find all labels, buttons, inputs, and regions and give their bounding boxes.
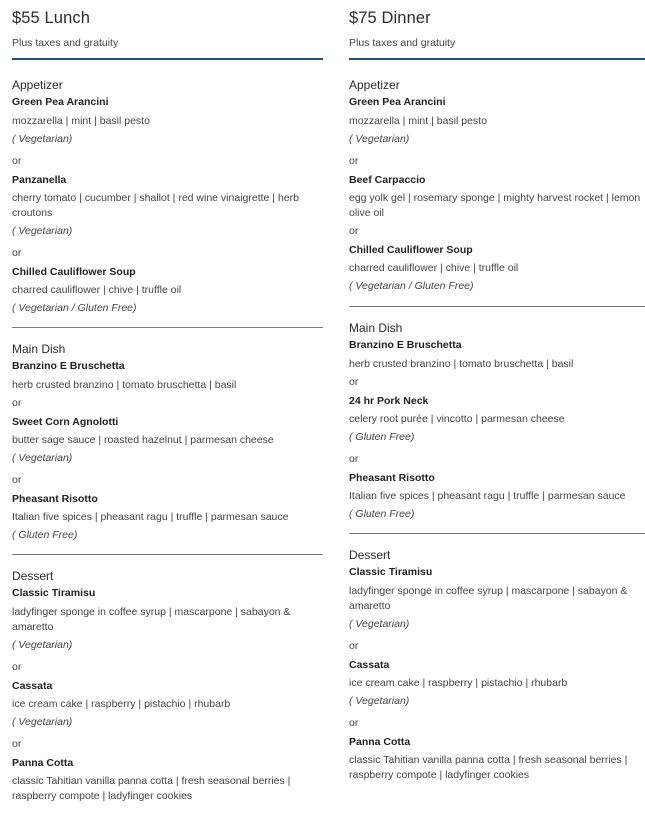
lunch-subtitle: Plus taxes and gratuity <box>12 37 119 49</box>
or-separator: or <box>12 474 22 486</box>
section-heading: Main Dish <box>12 342 66 356</box>
dinner-subtitle: Plus taxes and gratuity <box>349 37 456 49</box>
dish-description: celery root purée | vincotto | parmesan cheese <box>349 413 565 425</box>
dish-name: Panzanella <box>12 174 67 186</box>
dish-tag: ( Gluten Free) <box>349 508 415 520</box>
dish-tag: ( Gluten Free) <box>12 529 78 541</box>
section-divider <box>12 554 323 555</box>
or-separator: or <box>349 717 359 729</box>
dish-tag: ( Vegetarian / Gluten Free) <box>349 280 474 292</box>
dish-description: ice cream cake | raspberry | pistachio | rhubarb <box>349 677 568 689</box>
or-separator: or <box>12 397 22 409</box>
dish-name: Cassata <box>12 680 53 692</box>
dish-name: Panna Cotta <box>349 736 411 748</box>
or-separator: or <box>12 247 22 259</box>
dish-tag: ( Gluten Free) <box>349 431 415 443</box>
dinner-title-rule <box>349 58 645 60</box>
dish-name: Branzino E Bruschetta <box>12 360 125 372</box>
dish-description: Italian five spices | pheasant ragu | truffle | parmesan sauce <box>12 511 289 523</box>
dish-tag: ( Vegetarian) <box>12 716 73 728</box>
or-separator: or <box>349 453 359 465</box>
or-separator: or <box>349 376 359 388</box>
dinner-dessert-section <box>349 548 645 783</box>
dish-description: ladyfinger sponge in coffee syrup | mascarpone | sabayon & amaretto <box>12 606 291 633</box>
lunch-title: $55 Lunch <box>12 9 90 27</box>
dish-name: Green Pea Arancini <box>349 96 446 108</box>
dish-description: butter sage sauce | roasted hazelnut | parmesan cheese <box>12 434 274 446</box>
dish-description: herb crusted branzino | tomato bruschetta | basil <box>12 379 237 391</box>
or-separator: or <box>12 155 22 167</box>
dish-name: Pheasant Risotto <box>12 493 98 505</box>
dish-name: Chilled Cauliflower Soup <box>349 244 473 256</box>
dish-name: Pheasant Risotto <box>349 472 435 484</box>
dish-description: ice cream cake | raspberry | pistachio | rhubarb <box>12 698 231 710</box>
section-heading: Appetizer <box>12 78 63 92</box>
dish-name: Green Pea Arancini <box>12 96 109 108</box>
dinner-menu <box>349 0 645 783</box>
dish-description: classic Tahitian vanilla panna cotta | fresh seasonal berries | raspberry compote | ladyfinger cookies <box>12 775 291 802</box>
dish-description: classic Tahitian vanilla panna cotta | fresh seasonal berries | raspberry compote | ladyfinger cookies <box>349 754 628 781</box>
lunch-menu <box>12 0 323 804</box>
dish-description: herb crusted branzino | tomato bruschetta | basil <box>349 358 574 370</box>
dish-name: 24 hr Pork Neck <box>349 395 429 407</box>
section-heading: Dessert <box>349 548 391 562</box>
or-separator: or <box>349 225 359 237</box>
dish-description: Italian five spices | pheasant ragu | truffle | parmesan sauce <box>349 490 626 502</box>
lunch-dessert-section <box>12 569 323 804</box>
or-separator: or <box>349 155 359 167</box>
dish-name: Sweet Corn Agnolotti <box>12 416 119 428</box>
dish-name: Chilled Cauliflower Soup <box>12 266 136 278</box>
dish-description: charred cauliflower | chive | truffle oil <box>12 284 182 296</box>
or-separator: or <box>349 640 359 652</box>
lunch-appetizer-section <box>12 78 323 315</box>
dish-tag: ( Vegetarian) <box>12 225 73 237</box>
or-separator: or <box>12 738 22 750</box>
dish-tag: ( Vegetarian) <box>12 639 73 651</box>
section-divider <box>12 327 323 328</box>
section-divider <box>349 533 645 534</box>
dish-name: Classic Tiramisu <box>12 587 96 599</box>
dish-name: Cassata <box>349 659 390 671</box>
dish-tag: ( Vegetarian / Gluten Free) <box>12 302 137 314</box>
dish-name: Panna Cotta <box>12 757 74 769</box>
dish-tag: ( Vegetarian) <box>349 133 410 145</box>
dish-name: Branzino E Bruschetta <box>349 339 462 351</box>
dish-description: ladyfinger sponge in coffee syrup | mascarpone | sabayon & amaretto <box>349 585 628 612</box>
dish-tag: ( Vegetarian) <box>12 452 73 464</box>
dish-description: mozzarella | mint | basil pesto <box>12 115 150 127</box>
dish-description: cherry tomato | cucumber | shallot | red wine vinaigrette | herb croutons <box>12 192 299 219</box>
lunch-title-rule <box>12 58 323 60</box>
dinner-appetizer-section <box>349 78 645 293</box>
dish-name: Beef Carpaccio <box>349 174 426 186</box>
section-heading: Appetizer <box>349 78 400 92</box>
section-divider <box>349 306 645 307</box>
or-separator: or <box>12 661 22 673</box>
section-heading: Main Dish <box>349 321 403 335</box>
dish-description: mozzarella | mint | basil pesto <box>349 115 487 127</box>
dish-description: charred cauliflower | chive | truffle oil <box>349 262 519 274</box>
dish-name: Classic Tiramisu <box>349 566 433 578</box>
dinner-main-section <box>349 321 645 521</box>
dish-tag: ( Vegetarian) <box>349 695 410 707</box>
section-heading: Dessert <box>12 569 54 583</box>
dish-tag: ( Vegetarian) <box>349 618 410 630</box>
dinner-title: $75 Dinner <box>349 9 431 27</box>
dish-tag: ( Vegetarian) <box>12 133 73 145</box>
dish-description: egg yolk gel | rosemary sponge | mighty harvest rocket | lemon olive oil <box>349 192 641 219</box>
lunch-main-section <box>12 342 323 542</box>
